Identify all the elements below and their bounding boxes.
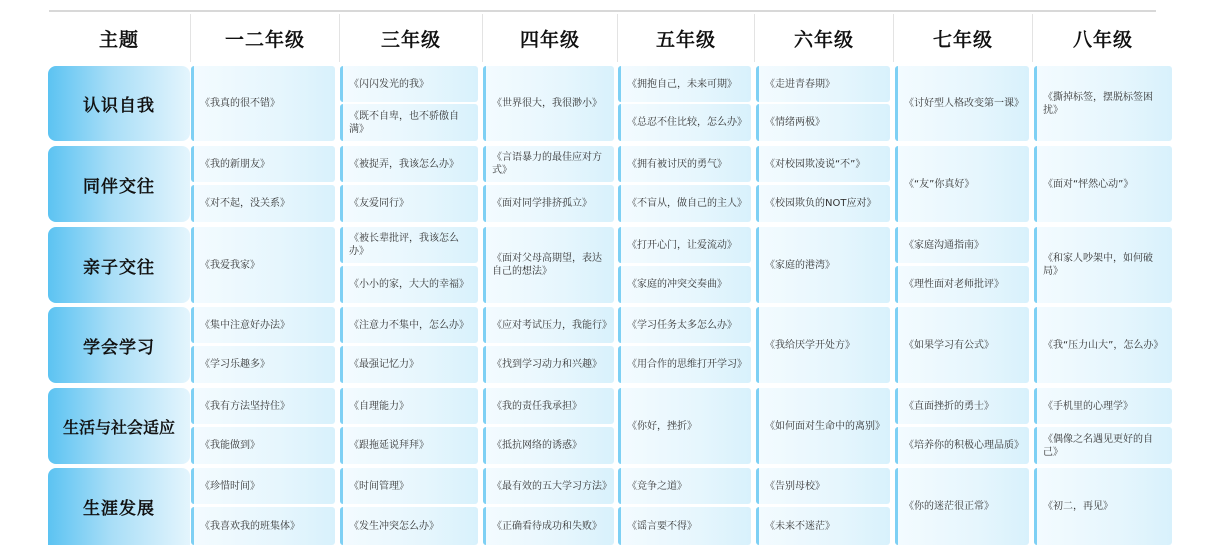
course-cell: 《拥有被讨厌的勇气》	[618, 146, 751, 182]
course-cell: 《校园欺负的NOT应对》	[756, 185, 890, 222]
header-grade-6: 六年级	[793, 28, 854, 51]
course-cell: 《家庭的冲突交奏曲》	[618, 266, 751, 303]
header-grade-7: 七年级	[932, 28, 993, 51]
theme-learning: 学会学习	[48, 307, 190, 383]
course-cell: 《我的新朋友》	[191, 146, 335, 182]
course-cell: 《我的责任我承担》	[483, 388, 614, 424]
header-grade-5: 五年级	[655, 28, 716, 51]
course-cell: 《我爱我家》	[191, 227, 335, 303]
course-cell: 《抵抗网络的诱惑》	[483, 427, 614, 464]
course-cell: 《集中注意好办法》	[191, 307, 335, 343]
course-cell: 《你好，挫折》	[618, 388, 751, 464]
course-cell: 《面对父母高期望，表达自己的想法》	[483, 227, 614, 303]
top-divider	[49, 10, 1156, 12]
course-cell: 《对不起，没关系》	[191, 185, 335, 222]
course-cell: 《我“压力山大”，怎么办》	[1034, 307, 1172, 383]
course-cell: 《拥抱自己，未来可期》	[618, 66, 751, 102]
course-cell: 《自理能力》	[340, 388, 478, 424]
course-cell: 《偶像之名遇见更好的自己》	[1034, 427, 1172, 464]
course-cell: 《用合作的思维打开学习》	[618, 346, 751, 383]
course-cell: 《最有效的五大学习方法》	[483, 468, 614, 504]
course-cell: 《不盲从，做自己的主人》	[618, 185, 751, 222]
course-cell: 《撕掉标签，摆脱标签困扰》	[1034, 66, 1172, 141]
course-cell: 《言语暴力的最佳应对方式》	[483, 146, 614, 182]
course-cell: 《发生冲突怎么办》	[340, 507, 478, 545]
course-cell: 《如何面对生命中的离别》	[756, 388, 890, 464]
course-cell: 《闪闪发光的我》	[340, 66, 478, 102]
course-cell: 《情绪两极》	[756, 104, 890, 141]
course-cell: 《讨好型人格改变第一课》	[895, 66, 1029, 141]
theme-parent-child: 亲子交往	[48, 227, 190, 303]
theme-peer-interaction: 同伴交往	[48, 146, 190, 222]
course-cell: 《家庭沟通指南》	[895, 227, 1029, 263]
course-cell: 《既不自卑，也不骄傲自满》	[340, 104, 478, 141]
course-cell: 《世界很大，我很渺小》	[483, 66, 614, 141]
course-cell: 《直面挫折的勇士》	[895, 388, 1029, 424]
header-grade-8: 八年级	[1072, 28, 1133, 51]
course-cell: 《学习任务太多怎么办》	[618, 307, 751, 343]
course-cell: 《未来不迷茫》	[756, 507, 890, 545]
course-cell: 《“友”你真好》	[895, 146, 1029, 222]
course-cell: 《培养你的积极心理品质》	[895, 427, 1029, 464]
course-cell: 《时间管理》	[340, 468, 478, 504]
course-cell: 《我真的很不错》	[191, 66, 335, 141]
course-cell: 《珍惜时间》	[191, 468, 335, 504]
course-cell: 《被长辈批评，我该怎么办》	[340, 227, 478, 263]
header-theme: 主题	[98, 28, 139, 51]
course-cell: 《手机里的心理学》	[1034, 388, 1172, 424]
course-cell: 《家庭的港湾》	[756, 227, 890, 303]
course-cell: 《和家人吵架中，如何破局》	[1034, 227, 1172, 303]
course-cell: 《注意力不集中，怎么办》	[340, 307, 478, 343]
course-cell: 《如果学习有公式》	[895, 307, 1029, 383]
course-cell: 《面对同学排挤孤立》	[483, 185, 614, 222]
course-cell: 《最强记忆力》	[340, 346, 478, 383]
course-cell: 《正确看待成功和失败》	[483, 507, 614, 545]
theme-self-awareness: 认识自我	[48, 66, 190, 141]
course-cell: 《被捉弄，我该怎么办》	[340, 146, 478, 182]
header-grade-3: 三年级	[380, 28, 441, 51]
course-cell: 《学习乐趣多》	[191, 346, 335, 383]
course-cell: 《告别母校》	[756, 468, 890, 504]
header-grade-4: 四年级	[519, 28, 580, 51]
theme-social-adaptation: 生活与社会适应	[48, 388, 190, 464]
course-cell: 《对校园欺凌说“不”》	[756, 146, 890, 182]
course-cell: 《应对考试压力，我能行》	[483, 307, 614, 343]
course-cell: 《小小的家，大大的幸福》	[340, 266, 478, 303]
course-cell: 《总忍不住比较，怎么办》	[618, 104, 751, 141]
course-cell: 《初二，再见》	[1034, 468, 1172, 545]
course-cell: 《我能做到》	[191, 427, 335, 464]
course-cell: 《跟拖延说拜拜》	[340, 427, 478, 464]
course-cell: 《走进青春期》	[756, 66, 890, 102]
theme-career-development: 生涯发展	[48, 468, 190, 545]
course-cell: 《谣言要不得》	[618, 507, 751, 545]
course-cell: 《竞争之道》	[618, 468, 751, 504]
course-cell: 《理性面对老师批评》	[895, 266, 1029, 303]
course-cell: 《我有方法坚持住》	[191, 388, 335, 424]
course-cell: 《友爱同行》	[340, 185, 478, 222]
header-grade-1-2: 一二年级	[224, 28, 305, 51]
course-cell: 《我给厌学开处方》	[756, 307, 890, 383]
course-cell: 《你的迷茫很正常》	[895, 468, 1029, 545]
course-cell: 《找到学习动力和兴趣》	[483, 346, 614, 383]
course-cell: 《面对“怦然心动”》	[1034, 146, 1172, 222]
course-cell: 《我喜欢我的班集体》	[191, 507, 335, 545]
course-cell: 《打开心门，让爱流动》	[618, 227, 751, 263]
